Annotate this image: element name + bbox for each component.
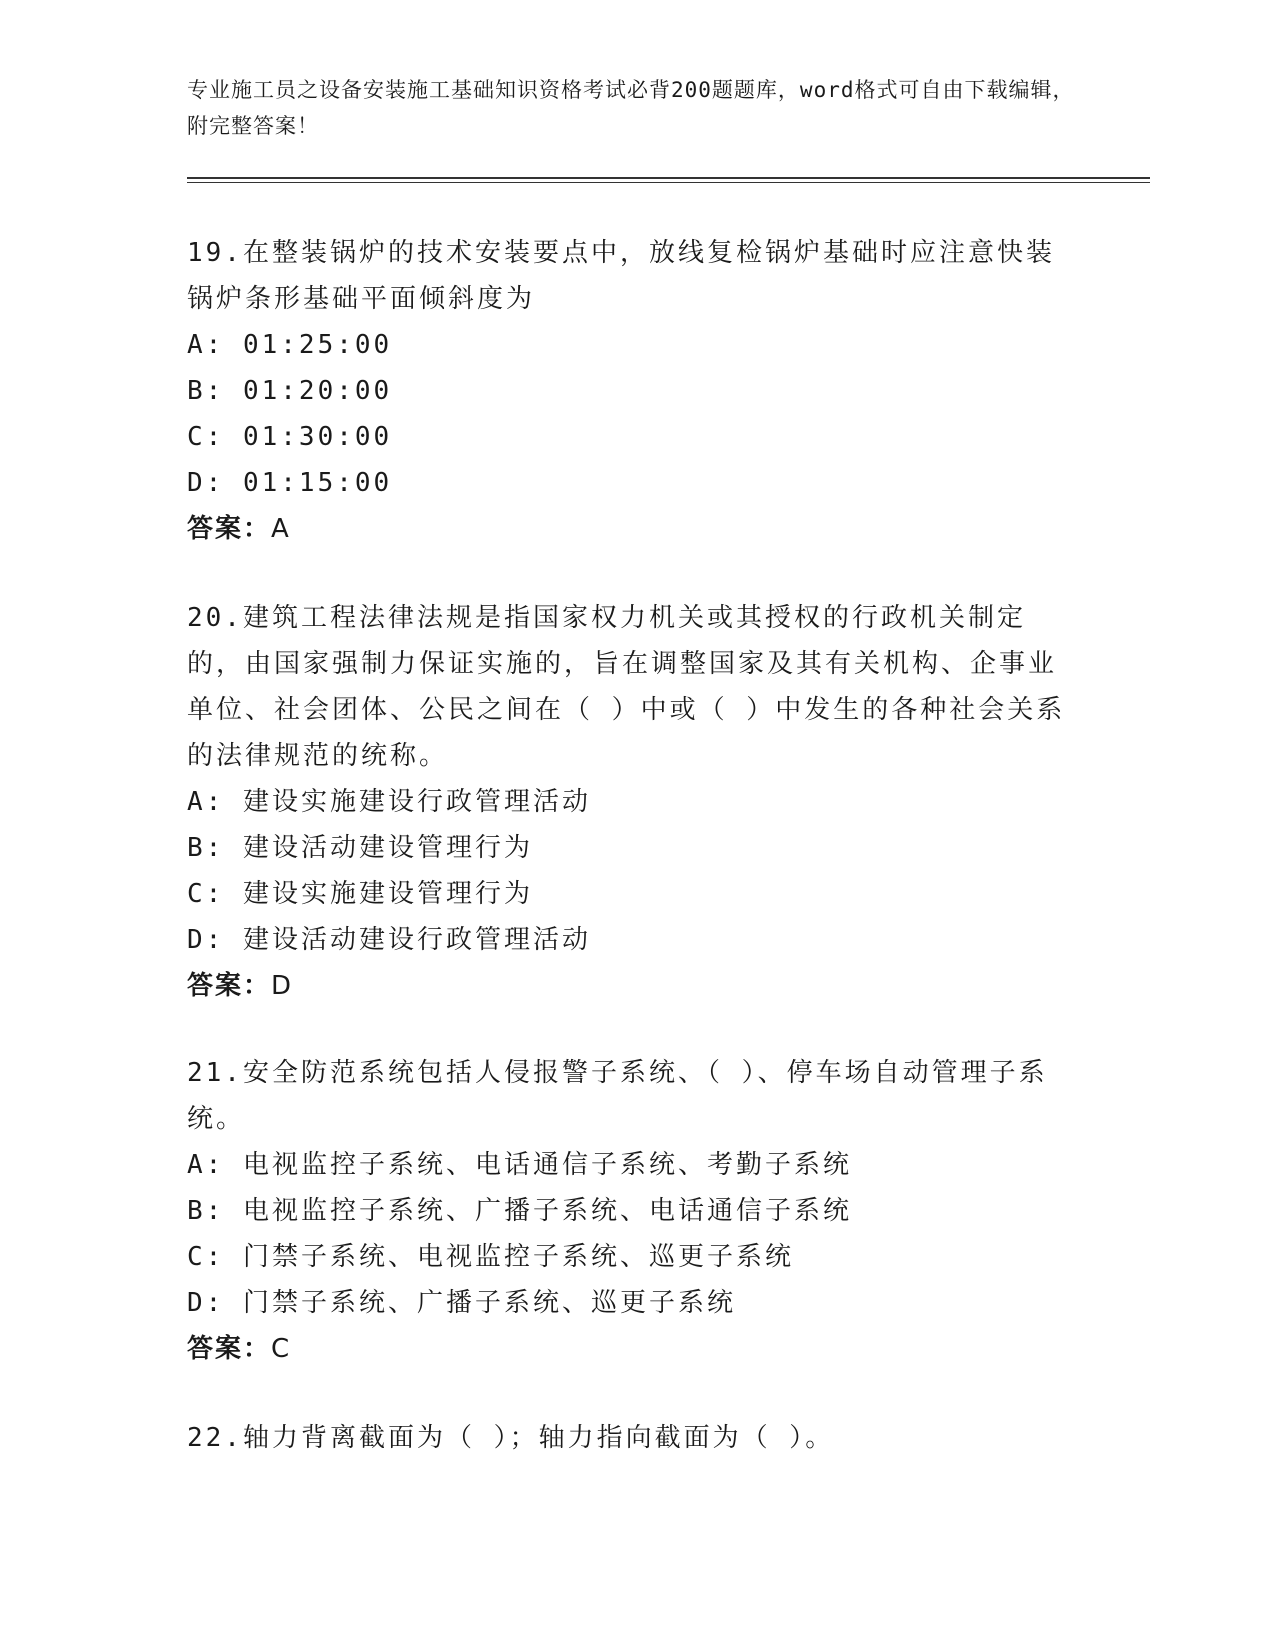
header-rule-thick	[187, 177, 1150, 179]
option-d: D: 门禁子系统、广播子系统、巡更子系统	[187, 1288, 736, 1318]
document-header: 专业施工员之设备安装施工基础知识资格考试必背200题题库，word格式可自由下载编辑，附完整答案！	[187, 78, 1075, 138]
question-20	[187, 595, 1077, 1009]
question-21	[187, 1050, 1077, 1372]
answer-value: A	[271, 514, 291, 544]
option-b: B: 电视监控子系统、广播子系统、电话通信子系统	[187, 1196, 852, 1226]
option-a: A: 电视监控子系统、电话通信子系统、考勤子系统	[187, 1150, 852, 1180]
answer-label: 答案：	[187, 971, 272, 1001]
answer-value: D	[271, 971, 294, 1001]
answer-line	[187, 506, 1077, 552]
question-19	[187, 230, 1077, 552]
option-b: B: 01:20:00	[187, 376, 393, 406]
option-d: D: 建设活动建设行政管理活动	[187, 925, 591, 955]
option-a: A: 01:25:00	[187, 330, 393, 360]
answer-label: 答案：	[187, 514, 272, 544]
question-stem: 20.建筑工程法律法规是指国家权力机关或其授权的行政机关制定的，由国家强制力保证实施的，旨在调整国家及其有关机构、企事业单位、社会团体、公民之间在（ ）中或（ ）中发生的各种社会关系的法律规范的统称。	[187, 603, 1066, 771]
question-stem: 21.安全防范系统包括人侵报警子系统、（ ）、停车场自动管理子系统。	[187, 1058, 1048, 1134]
option-c: C: 门禁子系统、电视监控子系统、巡更子系统	[187, 1242, 794, 1272]
answer-value: C	[271, 1334, 292, 1364]
option-c: C: 建设实施建设管理行为	[187, 879, 533, 909]
option-d: D: 01:15:00	[187, 468, 393, 498]
header-rule-thin	[187, 182, 1150, 183]
question-stem: 19.在整装锅炉的技术安装要点中，放线复检锅炉基础时应注意快装锅炉条形基础平面倾斜度为	[187, 238, 1055, 314]
question-22	[187, 1415, 1077, 1461]
option-c: C: 01:30:00	[187, 422, 393, 452]
question-stem: 22.轴力背离截面为（ ）；轴力指向截面为（ ）。	[187, 1423, 835, 1453]
answer-label: 答案：	[187, 1334, 272, 1364]
answer-line	[187, 963, 1077, 1009]
option-b: B: 建设活动建设管理行为	[187, 833, 533, 863]
option-a: A: 建设实施建设行政管理活动	[187, 787, 591, 817]
answer-line	[187, 1326, 1077, 1372]
